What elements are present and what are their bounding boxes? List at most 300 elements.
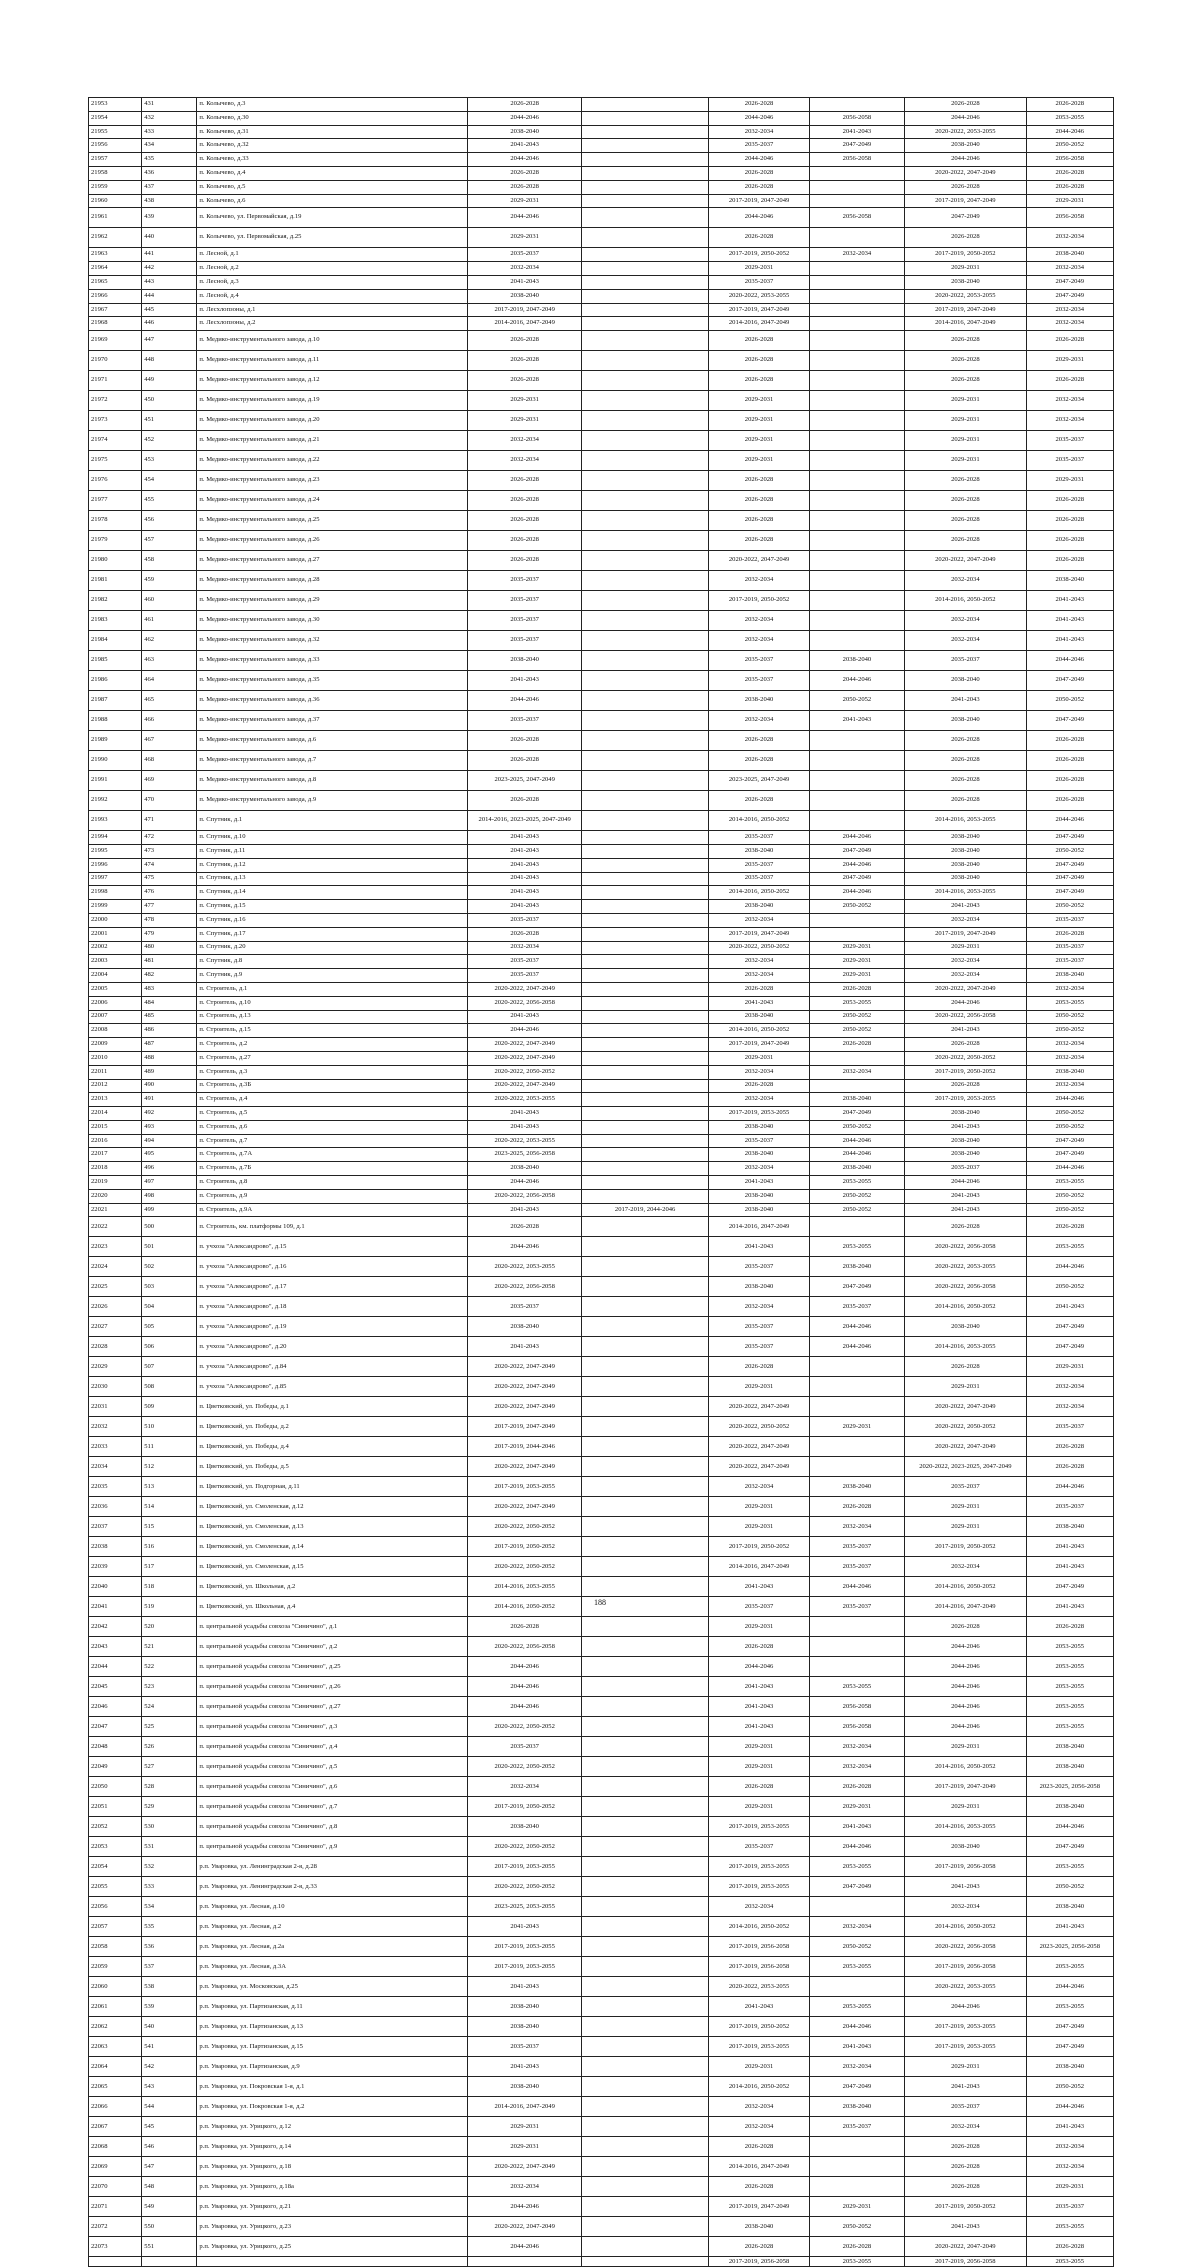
period-cell-1: 2020-2022, 2050-2052 <box>468 1757 581 1777</box>
period-cell-2 <box>581 1357 708 1377</box>
record-id-cell: 22060 <box>89 1977 142 1997</box>
record-id-cell: 22006 <box>89 996 142 1010</box>
period-cell-4: 2041-2043 <box>809 1817 904 1837</box>
record-id-cell: 22034 <box>89 1457 142 1477</box>
record-id-cell: 22030 <box>89 1377 142 1397</box>
row-number-cell: 538 <box>142 1977 197 1997</box>
record-id-cell: 22061 <box>89 1997 142 2017</box>
period-cell-5: 2014-2016, 2053-2055 <box>905 886 1026 900</box>
table-row <box>89 511 1114 531</box>
period-cell-1: 2020-2022, 2056-2058 <box>468 996 581 1010</box>
period-cell-1: 2020-2022, 2056-2058 <box>468 1189 581 1203</box>
address-cell: п. Медико-инструментального завода, д.11 <box>197 351 468 371</box>
period-cell-6: 2050-2052 <box>1026 139 1113 153</box>
period-cell-5: 2044-2046 <box>905 153 1026 167</box>
table-row <box>89 591 1114 611</box>
table-row <box>89 1337 1114 1357</box>
row-number-cell: 498 <box>142 1189 197 1203</box>
period-cell-1: 2044-2046 <box>468 153 581 167</box>
address-cell: п. Строитель, д.3Б <box>197 1079 468 1093</box>
period-cell-5: 2032-2034 <box>905 611 1026 631</box>
period-cell-3: 2026-2028 <box>709 1357 809 1377</box>
period-cell-4: 2044-2046 <box>809 1317 904 1337</box>
period-cell-4 <box>809 471 904 491</box>
period-cell-6: 2044-2046 <box>1026 1477 1113 1497</box>
address-cell: п. Строитель, д.10 <box>197 996 468 1010</box>
period-cell-4: 2038-2040 <box>809 651 904 671</box>
period-cell-3: 2026-2028 <box>709 1777 809 1797</box>
period-cell-3: 2026-2028 <box>709 98 809 112</box>
period-cell-3: 2014-2016, 2047-2049 <box>709 317 809 331</box>
period-cell-4 <box>809 1217 904 1237</box>
row-number-cell: 507 <box>142 1357 197 1377</box>
period-cell-1: 2041-2043 <box>468 844 581 858</box>
row-number-cell: 515 <box>142 1517 197 1537</box>
row-number-cell: 511 <box>142 1437 197 1457</box>
period-cell-5: 2017-2019, 2047-2049 <box>905 194 1026 208</box>
period-cell-2 <box>581 351 708 371</box>
period-cell-4: 2032-2034 <box>809 2057 904 2077</box>
period-cell-1: 2044-2046 <box>468 1657 581 1677</box>
period-cell-5: 2041-2043 <box>905 1024 1026 1038</box>
period-cell-4: 2044-2046 <box>809 831 904 845</box>
row-number-cell: 479 <box>142 927 197 941</box>
table-row <box>89 811 1114 831</box>
period-cell-4: 2038-2040 <box>809 2097 904 2117</box>
table-row <box>89 1051 1114 1065</box>
record-id-cell: 21989 <box>89 731 142 751</box>
period-cell-1: 2044-2046 <box>468 1697 581 1717</box>
period-cell-2 <box>581 1857 708 1877</box>
period-cell-2 <box>581 711 708 731</box>
period-cell-5: 2038-2040 <box>905 1107 1026 1121</box>
period-cell-2 <box>581 166 708 180</box>
period-cell-3: 2035-2037 <box>709 1597 809 1617</box>
address-cell: р.п. Уваровка, ул. Лесная, д.2а <box>197 1937 468 1957</box>
table-row <box>89 2217 1114 2237</box>
period-cell-4 <box>809 491 904 511</box>
period-cell-1: 2035-2037 <box>468 248 581 262</box>
period-cell-6: 2047-2049 <box>1026 831 1113 845</box>
row-number-cell: 501 <box>142 1237 197 1257</box>
period-cell-6: 2044-2046 <box>1026 651 1113 671</box>
address-cell: п. учхоза "Александрово", д.19 <box>197 1317 468 1337</box>
period-cell-2 <box>581 491 708 511</box>
row-number-cell: 459 <box>142 571 197 591</box>
period-cell-6: 2047-2049 <box>1026 1577 1113 1597</box>
table-row <box>89 139 1114 153</box>
period-cell-6: 2050-2052 <box>1026 2077 1113 2097</box>
row-number-cell: 435 <box>142 153 197 167</box>
period-cell-5: 2020-2022, 2047-2049 <box>905 2237 1026 2257</box>
period-cell-4 <box>809 631 904 651</box>
period-cell-4: 2047-2049 <box>809 1107 904 1121</box>
row-number-cell: 499 <box>142 1203 197 1217</box>
period-cell-6: 2050-2052 <box>1026 1010 1113 1024</box>
address-cell: р.п. Уваровка, ул. Партизанская, д.15 <box>197 2037 468 2057</box>
period-cell-4: 2044-2046 <box>809 858 904 872</box>
address-cell: п. Строитель, д.7 <box>197 1134 468 1148</box>
period-cell-4: 2056-2058 <box>809 111 904 125</box>
period-cell-2 <box>581 531 708 551</box>
period-cell-5: 2038-2040 <box>905 711 1026 731</box>
period-cell-4: 2047-2049 <box>809 1877 904 1897</box>
row-number-cell: 530 <box>142 1817 197 1837</box>
period-cell-2 <box>581 125 708 139</box>
row-number-cell: 545 <box>142 2117 197 2137</box>
record-id-cell: 21994 <box>89 831 142 845</box>
table-row <box>89 1997 1114 2017</box>
period-cell-2 <box>581 1477 708 1497</box>
period-cell-6: 2038-2040 <box>1026 571 1113 591</box>
record-id-cell: 22029 <box>89 1357 142 1377</box>
table-row <box>89 208 1114 228</box>
period-cell-6: 2026-2028 <box>1026 1217 1113 1237</box>
period-cell-5: 2029-2031 <box>905 1797 1026 1817</box>
period-cell-2 <box>581 1657 708 1677</box>
period-cell-2 <box>581 631 708 651</box>
address-cell: р.п. Уваровка, ул. Урицкого, д.21 <box>197 2197 468 2217</box>
period-cell-4: 2047-2049 <box>809 1277 904 1297</box>
period-cell-6: 2053-2055 <box>1026 1237 1113 1257</box>
period-cell-4: 2032-2034 <box>809 1065 904 1079</box>
period-cell-2 <box>581 262 708 276</box>
period-cell-1: 2041-2043 <box>468 1977 581 1997</box>
period-cell-6: 2038-2040 <box>1026 2057 1113 2077</box>
table-row <box>89 1377 1114 1397</box>
row-number-cell: 546 <box>142 2137 197 2157</box>
period-cell-4: 2053-2055 <box>809 1237 904 1257</box>
period-cell-4: 2053-2055 <box>809 1176 904 1190</box>
period-cell-3: 2026-2028 <box>709 2137 809 2157</box>
record-id-cell: 21972 <box>89 391 142 411</box>
period-cell-3: 2032-2034 <box>709 1065 809 1079</box>
period-cell-5: 2026-2028 <box>905 1038 1026 1052</box>
table-row <box>89 1093 1114 1107</box>
period-cell-4 <box>809 1051 904 1065</box>
row-number-cell: 542 <box>142 2057 197 2077</box>
row-number-cell: 457 <box>142 531 197 551</box>
period-cell-3: 2035-2037 <box>709 858 809 872</box>
period-cell-2 <box>581 591 708 611</box>
period-cell-2 <box>581 1577 708 1597</box>
row-number-cell: 471 <box>142 811 197 831</box>
row-number-cell: 532 <box>142 1857 197 1877</box>
record-id-cell: 21953 <box>89 98 142 112</box>
table-row <box>89 275 1114 289</box>
table-row <box>89 731 1114 751</box>
period-cell-1: 2020-2022, 2050-2052 <box>468 1837 581 1857</box>
period-cell-2 <box>581 1717 708 1737</box>
row-number-cell: 443 <box>142 275 197 289</box>
period-cell-5: 2017-2019, 2056-2058 <box>905 2257 1026 2267</box>
period-cell-4 <box>809 1617 904 1637</box>
row-number-cell: 481 <box>142 955 197 969</box>
period-cell-3: 2020-2022, 2047-2049 <box>709 1457 809 1477</box>
period-cell-5: 2035-2037 <box>905 651 1026 671</box>
period-cell-3: 2041-2043 <box>709 1997 809 2017</box>
row-number-cell: 487 <box>142 1038 197 1052</box>
row-number-cell: 444 <box>142 289 197 303</box>
period-cell-4: 2026-2028 <box>809 1497 904 1517</box>
period-cell-3: 2026-2028 <box>709 982 809 996</box>
period-cell-1: 2029-2031 <box>468 2137 581 2157</box>
period-cell-2 <box>581 1837 708 1857</box>
record-id-cell: 21962 <box>89 228 142 248</box>
period-cell-5: 2020-2022, 2047-2049 <box>905 551 1026 571</box>
period-cell-6: 2026-2028 <box>1026 531 1113 551</box>
table-row <box>89 1297 1114 1317</box>
period-cell-1: 2020-2022, 2053-2055 <box>468 1093 581 1107</box>
period-cell-6: 2044-2046 <box>1026 2097 1113 2117</box>
row-number-cell: 514 <box>142 1497 197 1517</box>
address-cell: п. учхоза "Александрово", д.15 <box>197 1237 468 1257</box>
period-cell-6: 2053-2055 <box>1026 1857 1113 1877</box>
period-cell-2 <box>581 1377 708 1397</box>
period-cell-1: 2020-2022, 2047-2049 <box>468 982 581 996</box>
period-cell-1: 2026-2028 <box>468 511 581 531</box>
table-row <box>89 1079 1114 1093</box>
period-cell-4: 2044-2046 <box>809 1134 904 1148</box>
period-cell-4 <box>809 166 904 180</box>
address-cell: п. Лесной, д.2 <box>197 262 468 276</box>
row-number-cell: 492 <box>142 1107 197 1121</box>
period-cell-1: 2023-2025, 2053-2055 <box>468 1897 581 1917</box>
period-cell-1: 2026-2028 <box>468 1217 581 1237</box>
table-row <box>89 1937 1114 1957</box>
period-cell-5: 2017-2019, 2050-2052 <box>905 248 1026 262</box>
record-id-cell: 22065 <box>89 2077 142 2097</box>
record-id-cell: 21985 <box>89 651 142 671</box>
period-cell-5: 2020-2022, 2053-2055 <box>905 1977 1026 1997</box>
period-cell-4 <box>809 551 904 571</box>
period-cell-5: 2017-2019, 2047-2049 <box>905 303 1026 317</box>
row-number-cell: 519 <box>142 1597 197 1617</box>
period-cell-3: 2029-2031 <box>709 1377 809 1397</box>
period-cell-3: 2026-2028 <box>709 166 809 180</box>
period-cell-4 <box>809 303 904 317</box>
address-cell: п. Колычево, д.32 <box>197 139 468 153</box>
table-row <box>89 1497 1114 1517</box>
table-row <box>89 844 1114 858</box>
period-cell-5: 2020-2022, 2047-2049 <box>905 1437 1026 1457</box>
period-cell-5: 2017-2019, 2050-2052 <box>905 1537 1026 1557</box>
period-cell-6: 2047-2049 <box>1026 1134 1113 1148</box>
table-row <box>89 927 1114 941</box>
period-cell-5: 2014-2016, 2050-2052 <box>905 591 1026 611</box>
table-row <box>89 531 1114 551</box>
period-cell-6: 2047-2049 <box>1026 1837 1113 1857</box>
row-number-cell: 475 <box>142 872 197 886</box>
period-cell-6: 2023-2025, 2056-2058 <box>1026 1937 1113 1957</box>
row-number-cell: 484 <box>142 996 197 1010</box>
period-cell-1: 2041-2043 <box>468 886 581 900</box>
record-id-cell: 22036 <box>89 1497 142 1517</box>
period-cell-3: 2044-2046 <box>709 111 809 125</box>
period-cell-1: 2026-2028 <box>468 731 581 751</box>
period-cell-3: 2038-2040 <box>709 1120 809 1134</box>
period-cell-2 <box>581 1120 708 1134</box>
period-cell-4: 2047-2049 <box>809 872 904 886</box>
row-number-cell: 535 <box>142 1917 197 1937</box>
table-row <box>89 941 1114 955</box>
record-id-cell: 22022 <box>89 1217 142 1237</box>
period-cell-1 <box>468 2257 581 2267</box>
period-cell-2 <box>581 471 708 491</box>
address-cell: п. Спутник, д.16 <box>197 913 468 927</box>
row-number-cell: 455 <box>142 491 197 511</box>
period-cell-1: 2041-2043 <box>468 858 581 872</box>
period-cell-1: 2026-2028 <box>468 351 581 371</box>
period-cell-3: 2020-2022, 2050-2052 <box>709 1417 809 1437</box>
table-row <box>89 431 1114 451</box>
period-cell-5: 2032-2034 <box>905 913 1026 927</box>
period-cell-2 <box>581 2257 708 2267</box>
period-cell-6: 2026-2028 <box>1026 180 1113 194</box>
period-cell-3: 2032-2034 <box>709 1897 809 1917</box>
table-row <box>89 1977 1114 1997</box>
period-cell-2 <box>581 1957 708 1977</box>
period-cell-6: 2038-2040 <box>1026 1797 1113 1817</box>
address-cell: п. Медико-инструментального завода, д.27 <box>197 551 468 571</box>
row-number-cell: 523 <box>142 1677 197 1697</box>
period-cell-3: 2014-2016, 2047-2049 <box>709 2157 809 2177</box>
row-number-cell: 488 <box>142 1051 197 1065</box>
period-cell-5: 2035-2037 <box>905 2097 1026 2117</box>
record-id-cell: 21980 <box>89 551 142 571</box>
period-cell-3: 2020-2022, 2050-2052 <box>709 941 809 955</box>
period-cell-2 <box>581 771 708 791</box>
period-cell-6: 2026-2028 <box>1026 98 1113 112</box>
address-cell: п. Лесхлопзоны, д.2 <box>197 317 468 331</box>
period-cell-5: 2038-2040 <box>905 671 1026 691</box>
row-number-cell: 526 <box>142 1737 197 1757</box>
period-cell-6: 2050-2052 <box>1026 1277 1113 1297</box>
period-cell-5: 2038-2040 <box>905 831 1026 845</box>
record-id-cell: 22042 <box>89 1617 142 1637</box>
period-cell-3: 2014-2016, 2050-2052 <box>709 1917 809 1937</box>
table-row <box>89 2097 1114 2117</box>
period-cell-1: 2041-2043 <box>468 139 581 153</box>
address-cell: п. Медико-инструментального завода, д.20 <box>197 411 468 431</box>
period-cell-2 <box>581 1079 708 1093</box>
period-cell-3: 2017-2019, 2053-2055 <box>709 1107 809 1121</box>
period-cell-3: 2038-2040 <box>709 1148 809 1162</box>
period-cell-5: 2017-2019, 2053-2055 <box>905 2017 1026 2037</box>
period-cell-2 <box>581 317 708 331</box>
period-cell-6: 2053-2055 <box>1026 1997 1113 2017</box>
address-cell: п. Медико-инструментального завода, д.32 <box>197 631 468 651</box>
period-cell-2 <box>581 1697 708 1717</box>
row-number-cell: 450 <box>142 391 197 411</box>
period-cell-3: 2026-2028 <box>709 180 809 194</box>
period-cell-6: 2041-2043 <box>1026 611 1113 631</box>
table-row <box>89 1677 1114 1697</box>
table-row <box>89 1717 1114 1737</box>
address-cell: п. Строитель, д.2 <box>197 1038 468 1052</box>
period-cell-1: 2041-2043 <box>468 1010 581 1024</box>
table-row <box>89 1107 1114 1121</box>
period-cell-5: 2014-2016, 2050-2052 <box>905 1917 1026 1937</box>
period-cell-3: 2041-2043 <box>709 1176 809 1190</box>
period-cell-4 <box>809 371 904 391</box>
period-cell-6: 2026-2028 <box>1026 166 1113 180</box>
period-cell-3: 2044-2046 <box>709 208 809 228</box>
period-cell-5: 2014-2016, 2053-2055 <box>905 811 1026 831</box>
period-cell-1: 2020-2022, 2050-2052 <box>468 1517 581 1537</box>
table-row <box>89 1457 1114 1477</box>
period-cell-1: 2020-2022, 2047-2049 <box>468 1051 581 1065</box>
period-cell-1: 2032-2034 <box>468 431 581 451</box>
row-number-cell: 477 <box>142 900 197 914</box>
row-number-cell: 502 <box>142 1257 197 1277</box>
period-cell-1: 2035-2037 <box>468 955 581 969</box>
address-cell: п. Цветковский, ул. Школьная, д.2 <box>197 1577 468 1597</box>
address-cell: п. Спутник, д.10 <box>197 831 468 845</box>
record-id-cell: 21998 <box>89 886 142 900</box>
record-id-cell: 22040 <box>89 1577 142 1597</box>
period-cell-2 <box>581 1557 708 1577</box>
period-cell-6: 2050-2052 <box>1026 844 1113 858</box>
table-row <box>89 1237 1114 1257</box>
row-number-cell: 478 <box>142 913 197 927</box>
row-number-cell: 464 <box>142 671 197 691</box>
period-cell-5: 2026-2028 <box>905 2137 1026 2157</box>
address-cell: п. учхоза "Александрово", д.84 <box>197 1357 468 1377</box>
address-cell: п. Строитель, д.3 <box>197 1065 468 1079</box>
record-id-cell: 21999 <box>89 900 142 914</box>
period-cell-2 <box>581 1397 708 1417</box>
period-cell-3: 2029-2031 <box>709 1737 809 1757</box>
address-cell: п. Строитель, д.15 <box>197 1024 468 1038</box>
period-cell-6: 2032-2034 <box>1026 228 1113 248</box>
period-cell-4 <box>809 571 904 591</box>
period-cell-3: 2026-2028 <box>709 491 809 511</box>
record-id-cell: 22064 <box>89 2057 142 2077</box>
period-cell-6: 2053-2055 <box>1026 1677 1113 1697</box>
address-cell: п. Медико-инструментального завода, д.37 <box>197 711 468 731</box>
address-cell: п. Колычево, д.6 <box>197 194 468 208</box>
address-cell: р.п. Уваровка, ул. Урицкого, д.25 <box>197 2237 468 2257</box>
period-cell-2 <box>581 1997 708 2017</box>
period-cell-6: 2035-2037 <box>1026 955 1113 969</box>
period-cell-3: 2032-2034 <box>709 711 809 731</box>
row-number-cell: 453 <box>142 451 197 471</box>
address-cell: п. центральной усадьбы совхоза "Синичино", д.3 <box>197 1717 468 1737</box>
period-cell-3: 2032-2034 <box>709 1297 809 1317</box>
row-number-cell: 431 <box>142 98 197 112</box>
period-cell-3: 2041-2043 <box>709 1717 809 1737</box>
period-cell-2 <box>581 611 708 631</box>
period-cell-3: 2017-2019, 2053-2055 <box>709 1817 809 1837</box>
period-cell-6: 2047-2049 <box>1026 1148 1113 1162</box>
table-row <box>89 886 1114 900</box>
period-cell-4: 2053-2055 <box>809 1957 904 1977</box>
address-cell: п. Лесной, д.3 <box>197 275 468 289</box>
record-id-cell: 22010 <box>89 1051 142 1065</box>
period-cell-2 <box>581 2157 708 2177</box>
period-cell-1: 2038-2040 <box>468 2017 581 2037</box>
record-id-cell: 22012 <box>89 1079 142 1093</box>
record-id-cell: 21979 <box>89 531 142 551</box>
period-cell-5: 2026-2028 <box>905 731 1026 751</box>
row-number-cell: 537 <box>142 1957 197 1977</box>
period-cell-2 <box>581 1189 708 1203</box>
address-cell: р.п. Уваровка, ул. Лесная, д.10 <box>197 1897 468 1917</box>
table-row <box>89 1189 1114 1203</box>
period-cell-3: 2041-2043 <box>709 1577 809 1597</box>
period-cell-2 <box>581 1134 708 1148</box>
